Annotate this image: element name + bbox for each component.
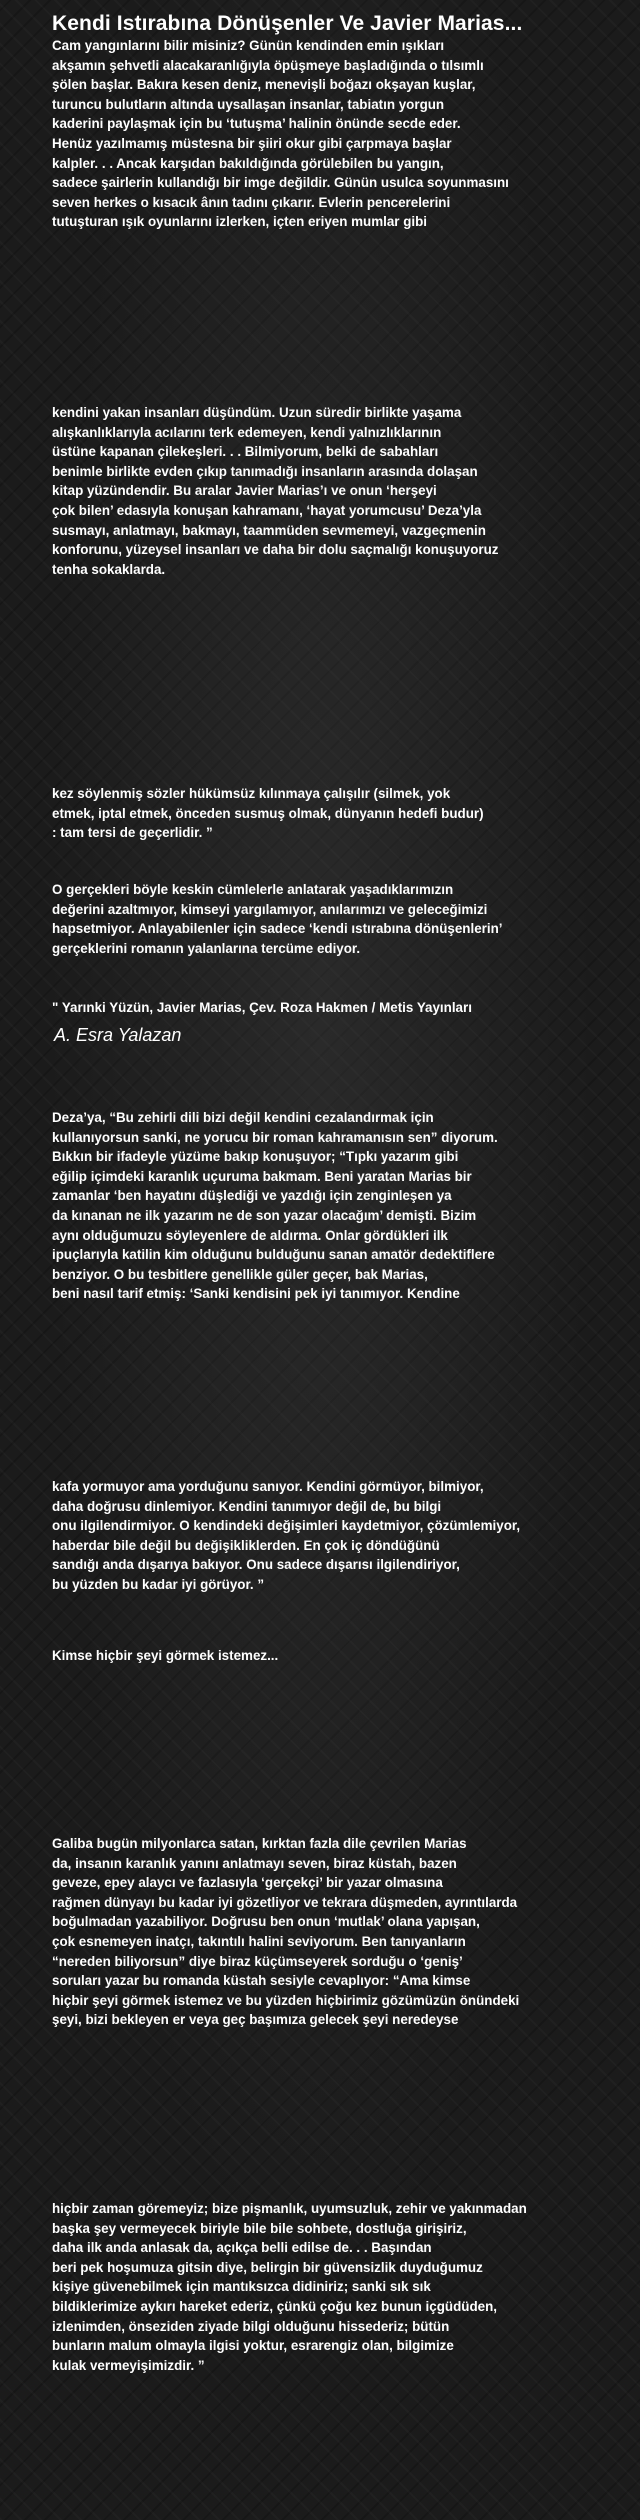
text-line: seven herkes o kısacık ânın tadını çıkarır. Evlerin pencerelerini (52, 194, 451, 210)
text-line: susmayı, anlatmayı, bakmayı, taammüden sevmemeyi, vazgeçmenin (52, 522, 486, 538)
paragraph-3 (52, 784, 634, 843)
text-line: hiçbir zaman göremeyiz; bize pişmanlık, uyumsuzluk, zehir ve yakınmadan (52, 2201, 527, 2216)
text-line: Galiba bugün milyonlarca satan, kırktan fazla dile çevrilen Marias (52, 1836, 467, 1851)
text-line: hapsetmiyor. Anlayabilenler için sadece ‘kendi ıstırabına dönüşenlerin’ (52, 921, 503, 937)
text-line: akşamın şehvetli alacakaranlığıyla öpüşmeye başladığında o tılsımlı (52, 57, 484, 73)
text-line: geveze, epey alaycı ve fazlasıyla ‘gerçekçi’ bir yazar olmasına (52, 1875, 443, 1891)
text-line: soruları yazar bu romanda küstah sesiyle cevaplıyor: “Ama kimse (52, 1973, 471, 1989)
book-source: " Yarınki Yüzün, Javier Marias, Çev. Roza Hakmen / Metis Yayınları (52, 1000, 472, 1015)
text-line: rağmen dünyayı bu kadar iyi gözetliyor ve tekrara düşmeden, ayrıntılarda (52, 1894, 518, 1910)
text-line: değerini azaltmıyor, kimseyi yargılamıyor, anılarımızı ve geleceğimizi (52, 901, 488, 917)
text-line: beri pek hoşumuza gitsin diye, belirgin bir güvensizlik duyduğumuz (52, 2259, 483, 2275)
text-line: kalpler. . . Ancak karşıdan bakıldığında görülebilen bu yangın, (52, 155, 444, 171)
text-line: kaderini paylaşmak için bu ‘tutuşma’ halinin önünde secde eder. (52, 116, 461, 132)
text-line: bunların malum olmayla ilgisi yoktur, esrarengiz olan, bilgimize (52, 2338, 454, 2354)
text-line: O gerçekleri böyle keskin cümlelerle anlatarak yaşadıklarımızın (52, 882, 454, 897)
paragraph-7 (52, 1646, 634, 1666)
paragraph-8 (52, 1834, 634, 2030)
text-line: aynı olduğumuzu söyleyenlere de aldırma. Onlar gördükleri ilk (52, 1227, 448, 1243)
paragraph-2 (52, 403, 634, 579)
text-line: bildiklerimize aykırı hareket ederiz, çünkü çoğu kez bunun içgüdüden, (52, 2298, 497, 2314)
page-title: Kendi Istırabına Dönüşenler Ve Javier Marias... (52, 12, 523, 35)
text-line: başka şey vermeyecek biriyle bile bile sohbete, dostluğa girişiriz, (52, 2220, 467, 2236)
text-line: eğilip içimdeki karanlık uçuruma bakmam. Beni yaratan Marias bir (52, 1168, 472, 1184)
text-line: Cam yangınlarını bilir misiniz? Günün kendinden emin ışıkları (52, 38, 445, 53)
text-line: Kimse hiçbir şeyi görmek istemez... (52, 1648, 279, 1663)
paragraph-1 (52, 36, 634, 232)
text-line: tenha sokaklarda. (52, 561, 166, 577)
text-line: kitap yüzündendir. Bu aralar Javier Marias’ı ve onun ‘herşeyi (52, 483, 437, 499)
text-line: bu yüzden bu kadar iyi görüyor. ” (52, 1576, 265, 1592)
text-line: sandığı anda dışarıya bakıyor. Onu sadece dışarısı ilgilendiriyor, (52, 1557, 460, 1573)
text-line: şeyi, bizi bekleyen er veya geç başımıza gelecek şeyi neredeyse (52, 2012, 459, 2028)
text-line: tutuşturan ışık oyunlarını izlerken, içten eriyen mumlar gibi (52, 214, 428, 230)
author-name: A. Esra Yalazan (54, 1025, 182, 1045)
text-line: daha ilk anda anlasak da, açıkça belli edilse de. . . Başından (52, 2240, 432, 2256)
text-line: benziyor. O bu tesbitlere genellikle güler geçer, bak Marias, (52, 1266, 428, 1282)
text-line: kendini yakan insanları düşündüm. Uzun süredir birlikte yaşama (52, 405, 462, 420)
text-line: kulak vermeyişimizdir. ” (52, 2357, 205, 2373)
paragraph-4 (52, 880, 634, 958)
paragraph-9 (52, 2199, 634, 2375)
text-line: hiçbir şeyi görmek istemez ve bu yüzden hiçbirimiz gözümüzün önündeki (52, 1992, 520, 2008)
text-line: daha doğrusu dinlemiyor. Kendini tanımıyor değil de, bu bilgi (52, 1498, 442, 1514)
paragraph-6 (52, 1477, 634, 1595)
text-line: çok esnemeyen inatçı, takıntılı halini seviyorum. Ben tanıyanların (52, 1933, 466, 1949)
text-line: Deza’ya, “Bu zehirli dili bizi değil kendini cezalandırmak için (52, 1110, 434, 1125)
text-line: etmek, iptal etmek, önceden susmuş olmak, dünyanın hedefi budur) (52, 805, 484, 821)
text-line: haberdar bile değil bu değişikliklerden. En çok iç döndüğünü (52, 1537, 440, 1553)
text-line: kişiye güvenebilmek için mantıksızca didiniriz; sanki sık sık (52, 2279, 431, 2295)
text-line: şölen başlar. Bakıra kesen deniz, menevişli boğazı okşayan kuşlar, (52, 77, 476, 93)
text-line: zamanlar ‘ben hayatını düşlediği ve yazdığı için zenginleşen ya (52, 1188, 452, 1204)
text-line: gerçeklerini romanın yalanlarına tercüme ediyor. (52, 940, 361, 956)
text-line: sadece şairlerin kullandığı bir imge değildir. Günün usulca soyunmasını (52, 175, 509, 191)
text-line: Henüz yazılmamış müstesna bir şiiri okur gibi çarpmaya başlar (52, 135, 452, 151)
text-line: çok bilen’ edasıyla konuşan kahramanı, ‘hayat yorumcusu’ Deza’yla (52, 502, 482, 518)
text-line: turuncu bulutların altında uysallaşan insanlar, tabiatın yorgun (52, 96, 445, 112)
paragraph-5 (52, 1108, 634, 1304)
text-line: kullanıyorsun sanki, ne yorucu bir roman kahramanısın sen” diyorum. (52, 1129, 498, 1145)
text-line: boğulmadan yazabiliyor. Doğrusu ben onun ‘mutlak’ olana yapışan, (52, 1914, 480, 1930)
text-line: kez söylenmiş sözler hükümsüz kılınmaya çalışılır (silmek, yok (52, 786, 451, 801)
text-line: da kınanan ne ilk yazarım ne de son yazar olacağım’ demişti. Bizim (52, 1207, 477, 1223)
text-line: Bıkkın bir ifadeyle yüzüme bakıp konuşuyor; “Tıpkı yazarım gibi (52, 1149, 459, 1165)
text-line: ipuçlarıyla katilin kim olduğunu bulduğunu sanan amatör dedektiflere (52, 1247, 495, 1263)
text-line: üstüne kapanan çilekeşleri. . . Bilmiyorum, belki de sabahları (52, 444, 439, 460)
text-line: izlenimden, önseziden ziyade bilgi olduğunu hissederiz; bütün (52, 2318, 450, 2334)
text-line: beni nasıl tarif etmiş: ‘Sanki kendisini pek iyi tanımıyor. Kendine (52, 1286, 460, 1302)
text-line: da, insanın karanlık yanını anlatmayı seven, biraz küstah, bazen (52, 1855, 457, 1871)
text-line: : tam tersi de geçerlidir. ” (52, 825, 213, 841)
text-line: onu ilgilendirmiyor. O kendindeki değişimleri kaydetmiyor, çözümlemiyor, (52, 1518, 521, 1534)
text-line: alışkanlıklarıyla acılarını terk edemeyen, kendi yalnızlıklarının (52, 424, 442, 440)
text-line: konforunu, yüzeysel insanları ve daha bir dolu saçmalığı konuşuyoruz (52, 542, 499, 558)
text-line: benimle birlikte evden çıkıp tanımadığı insanların arasında dolaşan (52, 463, 478, 479)
text-line: kafa yormuyor ama yorduğunu sanıyor. Kendini görmüyor, bilmiyor, (52, 1479, 484, 1494)
text-line: “nereden biliyorsun” diye biraz küçümseyerek sorduğu o ‘geniş’ (52, 1953, 463, 1969)
